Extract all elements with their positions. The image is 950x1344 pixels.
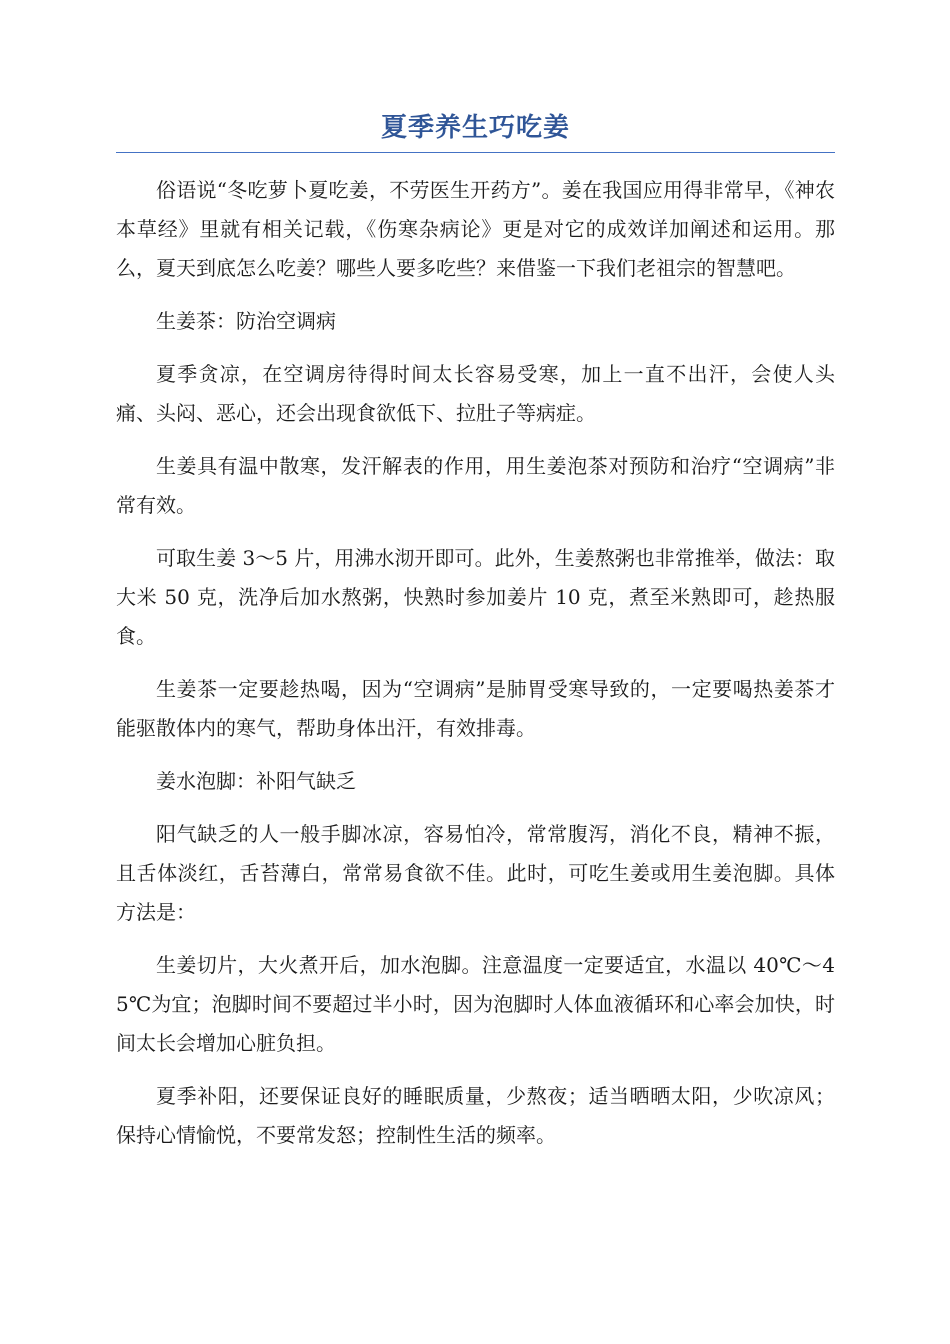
document-title: 夏季养生巧吃姜	[380, 113, 570, 143]
paragraph-intro: 俗语说“冬吃萝卜夏吃姜，不劳医生开药方”。姜在我国应用得非常早，《神农本草经》里就有相关记载，《伤寒杂病论》更是对它的成效详加阐述和运用。那么，夏天到底怎么吃姜？哪些人要多吃些？来借鉴一下我们老祖宗的智慧吧。	[116, 178, 835, 280]
paragraph: 生姜切片，大火煮开后，加水泡脚。注意温度一定要适宜，水温以 40℃～45℃为宜；泡脚时间不要超过半小时，因为泡脚时人体血液循环和心率会加快，时间太长会增加心脏负担。	[116, 953, 835, 1055]
paragraph: 夏季贪凉，在空调房待得时间太长容易受寒，加上一直不出汗，会使人头痛、头闷、恶心，还会出现食欲低下、拉肚子等病症。	[116, 362, 835, 425]
paragraph: 生姜具有温中散寒，发汗解表的作用，用生姜泡茶对预防和治疗“空调病”非常有效。	[116, 454, 835, 517]
section-heading-ginger-tea: 生姜茶：防治空调病	[156, 309, 336, 333]
document-page	[116, 108, 835, 1169]
paragraph: 夏季补阳，还要保证良好的睡眠质量，少熬夜；适当晒晒太阳，少吹凉风；保持心情愉悦，不要常发怒；控制性生活的频率。	[116, 1084, 835, 1147]
title-underline	[116, 152, 835, 153]
paragraph: 可取生姜 3～5 片，用沸水沏开即可。此外，生姜熬粥也非常推举，做法：取大米 50 克，洗净后加水熬粥，快熟时参加姜片 10 克，煮至米熟即可，趁热服食。	[116, 546, 835, 648]
section-heading-foot-soak: 姜水泡脚：补阳气缺乏	[156, 769, 356, 793]
paragraph: 生姜茶一定要趁热喝，因为“空调病”是肺胃受寒导致的，一定要喝热姜茶才能驱散体内的寒气，帮助身体出汗，有效排毒。	[116, 677, 835, 740]
paragraph: 阳气缺乏的人一般手脚冰凉，容易怕冷，常常腹泻，消化不良，精神不振，且舌体淡红，舌苔薄白，常常易食欲不佳。此时，可吃生姜或用生姜泡脚。具体方法是：	[116, 822, 835, 924]
